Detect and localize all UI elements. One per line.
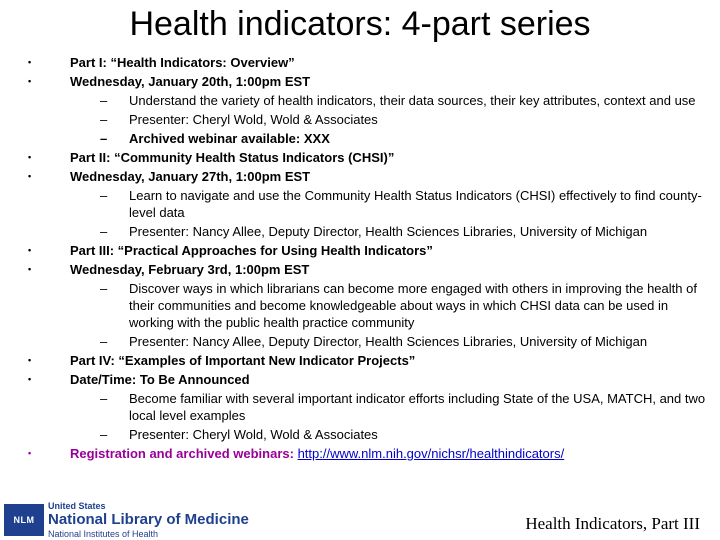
item-text: Presenter: Cheryl Wold, Wold & Associates xyxy=(129,427,378,442)
list-item xyxy=(28,371,708,388)
item-text: Wednesday, February 3rd, 1:00pm EST xyxy=(70,262,310,277)
sub-list-item xyxy=(28,111,708,128)
dash-icon: – xyxy=(100,131,108,146)
list-item xyxy=(28,352,708,369)
bullet-icon: • xyxy=(28,264,32,274)
registration-item xyxy=(28,445,708,462)
registration-label: Registration and archived webinars: xyxy=(70,446,294,461)
sub-list-item xyxy=(28,130,708,147)
nlm-logo-icon: NLM xyxy=(4,504,44,536)
item-text: Part II: “Community Health Status Indicators (CHSI)” xyxy=(70,150,395,165)
bullet-icon: • xyxy=(28,355,32,365)
list-item xyxy=(28,149,708,166)
sub-list-item xyxy=(28,280,708,331)
slide-title: Health indicators: 4-part series xyxy=(129,5,591,43)
item-text: Part III: “Practical Approaches for Using Health Indicators” xyxy=(70,243,433,258)
bullet-icon: • xyxy=(28,374,32,384)
item-text: Wednesday, January 27th, 1:00pm EST xyxy=(70,169,311,184)
bullet-icon: • xyxy=(28,57,32,67)
sub-list-item xyxy=(28,187,708,221)
sub-list-item xyxy=(28,92,708,109)
dash-icon: – xyxy=(100,188,108,203)
dash-icon: – xyxy=(100,93,108,108)
sub-list-item xyxy=(28,223,708,240)
list-item xyxy=(28,242,708,259)
list-item xyxy=(28,261,708,278)
sub-list-item xyxy=(28,333,708,350)
item-text: Date/Time: To Be Announced xyxy=(70,372,250,387)
dash-icon: – xyxy=(100,281,108,296)
nlm-footer-logo[interactable] xyxy=(4,503,249,537)
item-text: Understand the variety of health indicators, their data sources, their key attributes, context and use xyxy=(129,93,696,108)
dash-icon: – xyxy=(100,427,108,442)
item-text: Archived webinar available: XXX xyxy=(129,131,330,146)
item-text: Presenter: Nancy Allee, Deputy Director, Health Sciences Libraries, University of Michigan xyxy=(129,334,648,349)
sub-list-item xyxy=(28,426,708,443)
bullet-icon: • xyxy=(28,448,32,458)
item-text: Discover ways in which librarians can become more engaged with others in improving the health of their communities and become knowledgeable about ways in which CHSI data can be used in working with the public health practice community xyxy=(129,281,697,330)
item-text: Presenter: Nancy Allee, Deputy Director, Health Sciences Libraries, University of Michigan xyxy=(129,224,648,239)
item-text: Presenter: Cheryl Wold, Wold & Associates xyxy=(129,112,378,127)
item-text: Part IV: “Examples of Important New Indicator Projects” xyxy=(70,353,416,368)
footer-caption: Health Indicators, Part III xyxy=(525,514,700,533)
dash-icon: – xyxy=(100,334,108,349)
item-text: Become familiar with several important indicator efforts including State of the USA, MATCH, and two local level examples xyxy=(129,391,706,423)
registration-link[interactable]: http://www.nlm.nih.gov/nichsr/healthindicators/ xyxy=(297,446,565,461)
bullet-icon: • xyxy=(28,76,32,86)
item-text: Part I: “Health Indicators: Overview” xyxy=(70,55,295,70)
nlm-nih: National Institutes of Health xyxy=(48,529,159,539)
dash-icon: – xyxy=(100,391,108,406)
dash-icon: – xyxy=(100,224,108,239)
bullet-list xyxy=(28,54,708,464)
bullet-icon: • xyxy=(28,152,32,162)
item-text: Wednesday, January 20th, 1:00pm EST xyxy=(70,74,311,89)
nlm-name: National Library of Medicine xyxy=(48,511,249,528)
bullet-icon: • xyxy=(28,171,32,181)
list-item xyxy=(28,168,708,185)
dash-icon: – xyxy=(100,112,108,127)
list-item xyxy=(28,73,708,90)
list-item xyxy=(28,54,708,71)
bullet-icon: • xyxy=(28,245,32,255)
nlm-country: United States xyxy=(48,501,106,511)
sub-list-item xyxy=(28,390,708,424)
item-text: Learn to navigate and use the Community Health Status Indicators (CHSI) effectively to find county-level data xyxy=(129,188,702,220)
